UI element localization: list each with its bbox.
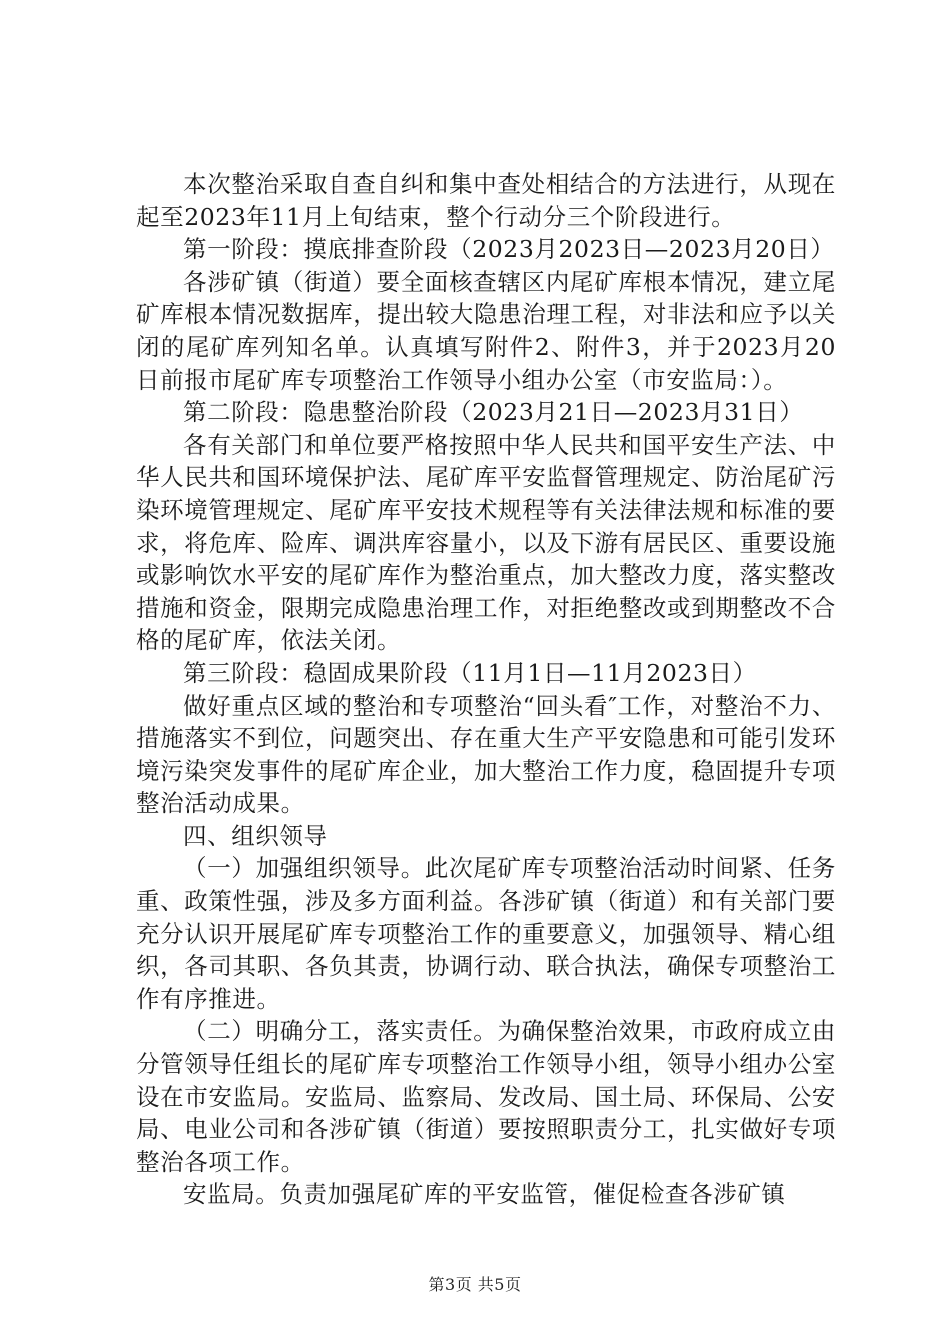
page-number-footer: 第3页 共5页 (428, 1275, 522, 1294)
section-heading-organization: 四、组织领导 (183, 821, 328, 850)
document-body (136, 168, 836, 1211)
paragraph-responsibility: （二）明确分工，落实责任。为确保整治效果，市政府成立由分管领导任组长的尾矿库专项整治工作领导小组，领导小组办公室设在市安监局。安监局、监察局、发改局、国土局、环保局、公安局、电业公司和各涉矿镇（街道）要按照职责分工，扎实做好专项整治各项工作。 (136, 1017, 836, 1176)
paragraph-stage-two: 各有关部门和单位要严格按照中华人民共和国平安生产法、中华人民共和国环境保护法、尾矿库平安监督管理规定、防治尾矿污染环境管理规定、尾矿库平安技术规程等有关法律法规和标准的要求，将危库、险库、调洪库容量小，以及下游有居民区、重要设施或影响饮水平安的尾矿库作为整治重点，加大整改力度，落实整改措施和资金，限期完成隐患治理工作，对拒绝整改或到期整改不合格的尾矿库，依法关闭。 (136, 430, 836, 655)
paragraph-stage-one: 各涉矿镇（街道）要全面核查辖区内尾矿库根本情况，建立尾矿库根本情况数据库，提出较大隐患治理工程，对非法和应予以关闭的尾矿库列知名单。认真填写附件2、附件3，并于2023月20日前报市尾矿库专项整治工作领导小组办公室（市安监局：）。 (136, 267, 836, 394)
heading-stage-three: 第三阶段：稳固成果阶段（11月1日—11月2023日） (183, 658, 757, 687)
heading-stage-one: 第一阶段：摸底排查阶段（2023月2023日—2023月20日） (183, 235, 835, 264)
paragraph-stage-three: 做好重点区域的整治和专项整治“回头看″工作，对整治不力、措施落实不到位，问题突出、存在重大生产平安隐患和可能引发环境污染突发事件的尾矿库企业，加大整治工作力度，稳固提升专项整治活动成果。 (136, 691, 836, 818)
paragraph-leadership: （一）加强组织领导。此次尾矿库专项整治活动时间紧、任务重、政策性强，涉及多方面利益。各涉矿镇（街道）和有关部门要充分认识开展尾矿库专项整治工作的重要意义，加强领导、精心组织，各司其职、各负其责，协调行动、联合执法，确保专项整治工作有序推进。 (136, 854, 836, 1013)
paragraph-method: 本次整治采取自查自纠和集中查处相结合的方法进行，从现在起至2023年11月上旬结束，整个行动分三个阶段进行。 (136, 170, 836, 231)
paragraph-safety-bureau: 安监局。负责加强尾矿库的平安监管，催促检查各涉矿镇 (183, 1180, 786, 1209)
heading-stage-two: 第二阶段：隐患整治阶段（2023月21日—2023月31日） (183, 398, 804, 427)
